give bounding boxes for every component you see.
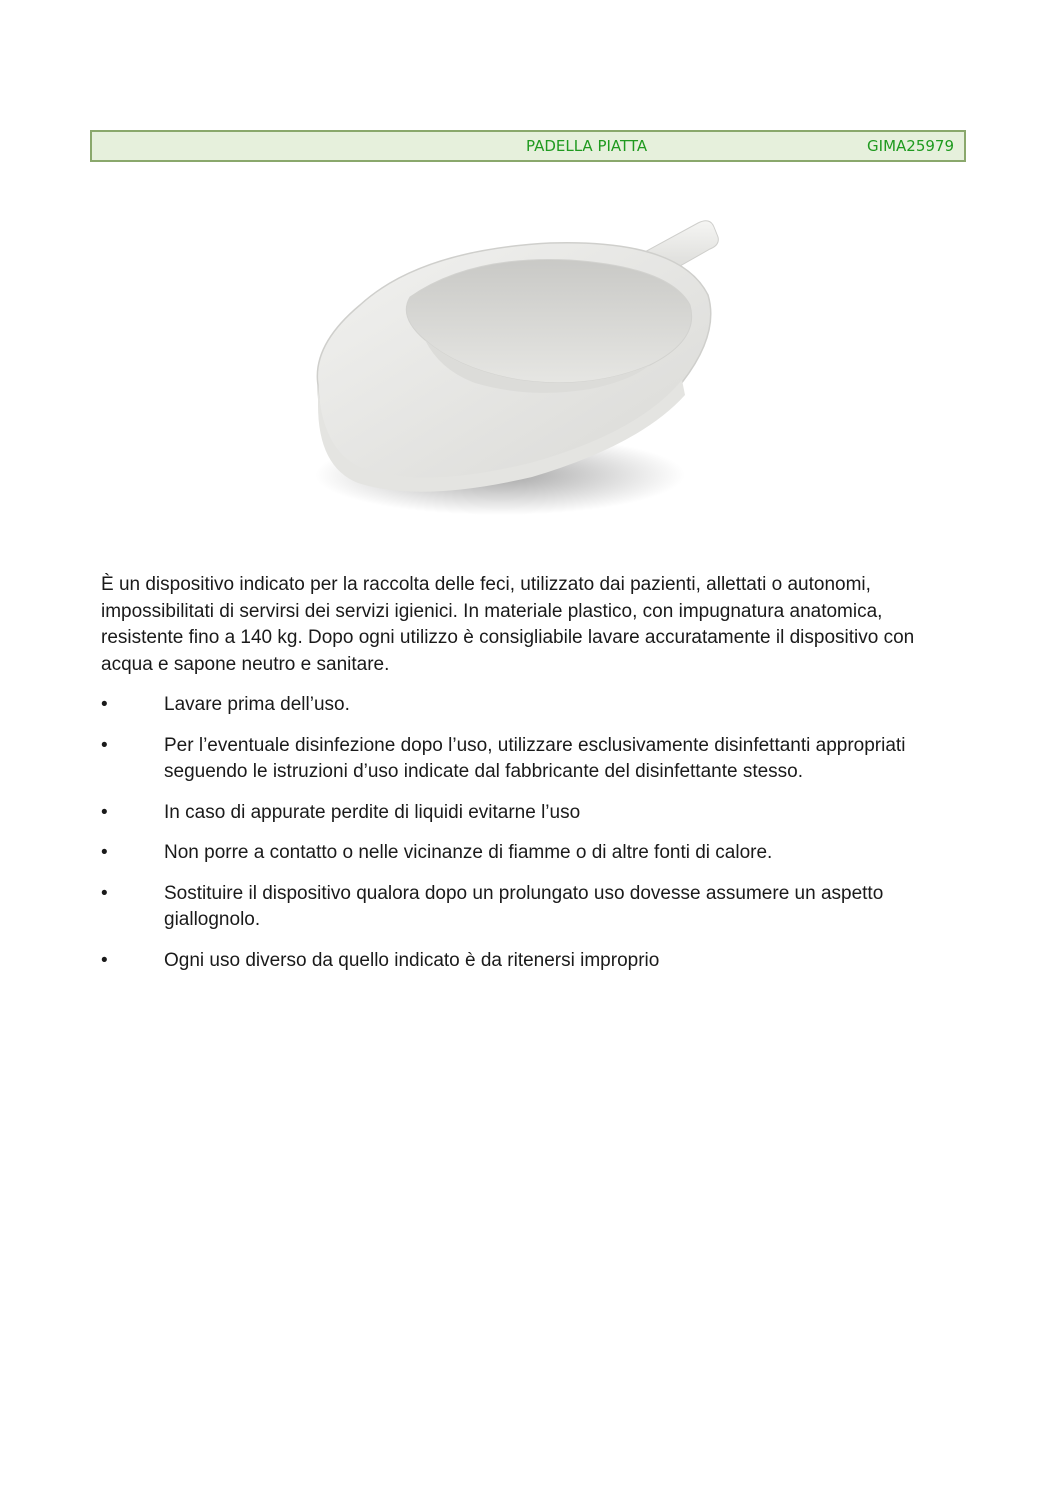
bullet-icon: •	[101, 801, 108, 823]
bedpan-image	[300, 205, 740, 525]
bullet-icon: •	[101, 842, 108, 863]
header-bar	[90, 130, 966, 162]
product-title: PADELLA PIATTA	[526, 137, 648, 155]
product-code: GIMA25979	[867, 137, 954, 155]
list-item-text: Lavare prima dell’uso.	[164, 694, 350, 715]
list-item-text: Non porre a contatto o nelle vicinanze di fiamme o di altre fonti di calore.	[164, 842, 773, 863]
list-item	[101, 733, 961, 786]
list-item-text: In caso di appurate perdite di liquidi evitarne l’uso	[164, 801, 581, 823]
list-item-text: Per l’eventuale disinfezione dopo l’uso, utilizzare esclusivamente disinfettanti appropriati seguendo le istruzioni d’uso indicate dal fabbricante del disinfettante stesso.	[164, 734, 906, 782]
instructions-list	[101, 692, 961, 988]
list-item-text: Sostituire il dispositivo qualora dopo un prolungato uso dovesse assumere un aspetto giallognolo.	[164, 882, 884, 930]
list-item	[101, 840, 961, 867]
intro-paragraph: È un dispositivo indicato per la raccolta delle feci, utilizzato dai pazienti, allettati o autonomi, impossibilitati di servirsi dei servizi igienici. In materiale plastico, con impugnatura anatomica, resistente fino a 140 kg. Dopo ogni utilizzo è consigliabile lavare accuratamente il dispositivo con acqua e sapone neutro e sanitare.	[101, 574, 915, 675]
bullet-icon: •	[101, 949, 108, 971]
list-item-text: Ogni uso diverso da quello indicato è da ritenersi improprio	[164, 949, 660, 971]
bullet-icon: •	[101, 694, 108, 715]
list-item	[101, 800, 961, 827]
bullet-icon: •	[101, 734, 108, 756]
list-item	[101, 881, 961, 934]
list-item	[101, 948, 961, 975]
list-item	[101, 692, 961, 719]
bullet-icon: •	[101, 882, 108, 904]
